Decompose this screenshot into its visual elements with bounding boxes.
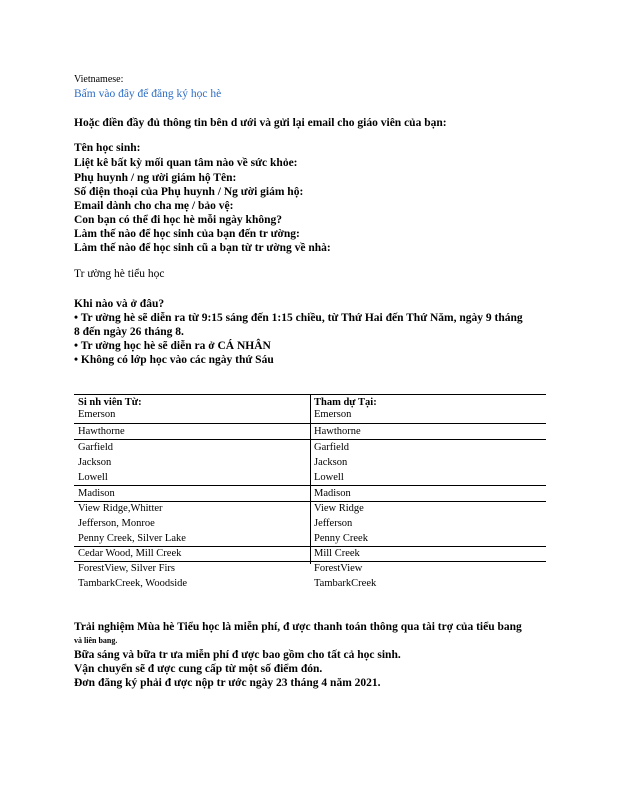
footer-free-line: Trải nghiệm Mùa hè Tiểu học là miễn phí, đ ược thanh toán thông qua tài trợ của tiểu bang bbox=[74, 621, 522, 633]
when-where-heading: Khi nào và ở đâu? bbox=[74, 298, 165, 310]
table-cell: TambarkCreek, Woodside bbox=[78, 578, 188, 589]
footer-transport-line: Vận chuyển sẽ đ ược cung cấp từ một số điểm đón. bbox=[74, 663, 323, 675]
table-row-border bbox=[74, 485, 546, 486]
table-cell: Madison bbox=[78, 488, 115, 499]
table-cell: Hawthorne bbox=[314, 426, 361, 437]
table-cell: Penny Creek, Silver Lake bbox=[78, 533, 186, 544]
summer-school-signup-link[interactable]: Bấm vào đây để đăng ký học hè bbox=[74, 88, 222, 100]
field-guardian-phone: Số điện thoại của Phụ huynh / Ng ười giám hộ: bbox=[74, 186, 304, 198]
table-cell: View Ridge bbox=[314, 503, 364, 514]
table-cell: Lowell bbox=[78, 472, 108, 483]
table-row-border bbox=[74, 423, 546, 424]
table-cell: ForestView bbox=[314, 563, 363, 574]
table-row-border bbox=[74, 546, 546, 547]
field-from-school: Làm thế nào để học sinh cũ a bạn từ tr ường về nhà: bbox=[74, 242, 331, 254]
table-cell: Jefferson, Monroe bbox=[78, 518, 155, 529]
table-cell: Jefferson bbox=[314, 518, 353, 529]
field-attend-daily: Con bạn có thể đi học hè mỗi ngày không? bbox=[74, 214, 282, 226]
bullet-schedule-line1: • Tr ường hè sẽ diễn ra từ 9:15 sáng đến 1:15 chiều, từ Thứ Hai đến Thứ Năm, ngày 9 tháng bbox=[74, 312, 523, 324]
section-title: Tr ường hè tiểu học bbox=[74, 268, 165, 280]
table-row-border bbox=[74, 561, 546, 562]
field-student-name: Tên học sinh: bbox=[74, 142, 141, 154]
footer-meals-line: Bữa sáng và bữa tr ưa miễn phí đ ược bao gồm cho tất cả học sinh. bbox=[74, 649, 401, 661]
table-cell: Jackson bbox=[314, 457, 348, 468]
field-health-concerns: Liệt kê bất kỳ mối quan tâm nào về sức khỏe: bbox=[74, 157, 298, 169]
table-header-attend: Tham dự Tại: bbox=[314, 397, 377, 408]
table-header-from: Si nh viên Từ: bbox=[78, 397, 142, 408]
table-cell: Cedar Wood, Mill Creek bbox=[78, 548, 182, 559]
table-cell: Hawthorne bbox=[78, 426, 125, 437]
language-label: Vietnamese: bbox=[74, 74, 124, 85]
table-cell: Emerson bbox=[314, 409, 352, 420]
table-cell: Madison bbox=[314, 488, 351, 499]
table-cell: TambarkCreek bbox=[314, 578, 377, 589]
table-cell: Jackson bbox=[78, 457, 112, 468]
footer-free-line-cont: và liên bang. bbox=[74, 636, 118, 645]
table-cell: Penny Creek bbox=[314, 533, 368, 544]
footer-deadline-line: Đơn đăng ký phải đ ược nộp tr ước ngày 23 tháng 4 năm 2021. bbox=[74, 677, 381, 689]
table-row-border bbox=[74, 501, 546, 502]
table-cell: Garfield bbox=[78, 442, 113, 453]
field-guardian-name: Phụ huynh / ng ười giám hộ Tên: bbox=[74, 172, 237, 184]
intro-text: Hoặc điền đầy đủ thông tin bên d ưới và gửi lại email cho giáo viên của bạn: bbox=[74, 117, 447, 129]
bullet-in-person: • Tr ường học hè sẽ diễn ra ở CÁ NHÂN bbox=[74, 340, 271, 352]
table-cell: View Ridge,Whitter bbox=[78, 503, 163, 514]
table-cell: Garfield bbox=[314, 442, 349, 453]
bullet-no-fridays: • Không có lớp học vào các ngày thứ Sáu bbox=[74, 354, 274, 366]
field-parent-email: Email dành cho cha mẹ / bảo vệ: bbox=[74, 200, 234, 212]
table-cell: Mill Creek bbox=[314, 548, 360, 559]
bullet-schedule-line2: 8 đến ngày 26 tháng 8. bbox=[74, 326, 184, 338]
table-cell: Emerson bbox=[78, 409, 116, 420]
table-column-divider bbox=[310, 394, 311, 564]
table-cell: Lowell bbox=[314, 472, 344, 483]
field-to-school: Làm thế nào để học sinh của bạn đến tr ường: bbox=[74, 228, 300, 240]
table-row-border bbox=[74, 439, 546, 440]
table-cell: ForestView, Silver Firs bbox=[78, 563, 175, 574]
